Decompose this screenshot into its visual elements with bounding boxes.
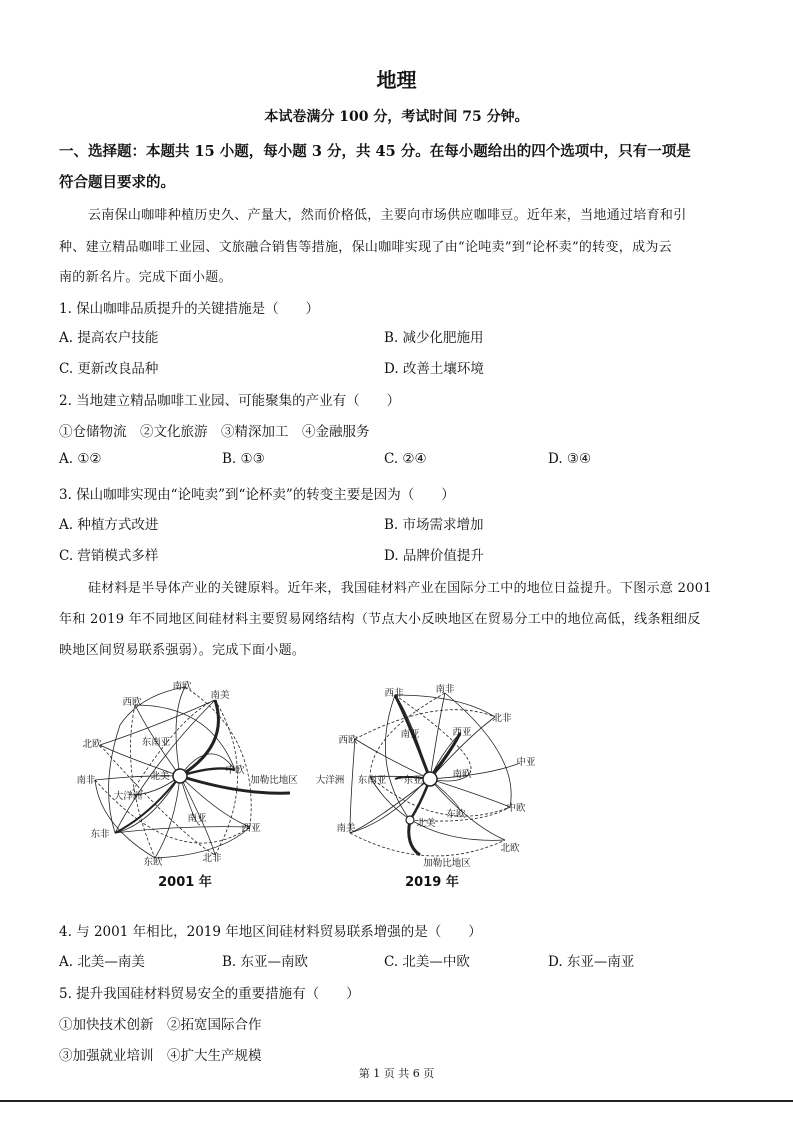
node-2001-中欧: 中欧 — [225, 765, 245, 776]
passage2-line3: 映地区间贸易联系强弱）。完成下面小题。 — [59, 643, 306, 658]
node-2019-西非: 西非 — [384, 688, 404, 699]
question-4-option-b[interactable]: B. 东亚—南欧 — [222, 954, 309, 970]
question-5-items-2: ③加强就业培训 ④扩大生产规模 — [59, 1048, 262, 1064]
section-heading: 一、选择题：本题共 15 小题，每小题 3 分，共 45 分。在每小题给出的四个选项中，只有一项是 — [59, 143, 691, 160]
question-4-option-d[interactable]: D. 东亚—南亚 — [548, 954, 635, 970]
passage1-line3: 南的新名片。完成下面小题。 — [59, 270, 232, 285]
node-2019-东欧: 东欧 — [446, 809, 466, 820]
caption-2019: 2019 年 — [405, 875, 459, 890]
question-4-option-a[interactable]: A. 北美—南美 — [59, 954, 145, 970]
node-2001-加勒比地区: 加勒比地区 — [250, 775, 298, 786]
caption-2001: 2001 年 — [158, 875, 212, 890]
node-2001-北欧: 北欧 — [82, 739, 102, 750]
page-title: 地理 — [376, 68, 417, 92]
passage1-line2: 种、建立精品咖啡工业园、文旅融合销售等措施，保山咖啡实现了由“论吨卖”到“论杯卖”的转变，成为云 — [59, 240, 672, 255]
node-2019-南欧: 南欧 — [452, 769, 472, 780]
question-5-stem: 5. 提升我国硅材料贸易安全的重要措施有（ ） — [59, 986, 360, 1002]
node-2001-东非: 东非 — [90, 829, 110, 840]
bottom-rule — [0, 1100, 793, 1102]
question-1-option-d[interactable]: D. 改善土壤环境 — [384, 361, 484, 377]
node-2019-西欧: 西欧 — [338, 735, 358, 746]
node-2019-大洋洲: 大洋洲 — [315, 775, 345, 786]
question-5-items-1: ①加快技术创新 ②拓宽国际合作 — [59, 1017, 262, 1033]
node-2019-南美: 南美 — [336, 823, 356, 834]
question-1-option-a[interactable]: A. 提高农户技能 — [59, 330, 159, 346]
node-2019-中亚: 中亚 — [516, 757, 536, 768]
node-2019-东亚: 东亚 — [403, 775, 423, 786]
node-2001-南欧: 南欧 — [172, 681, 192, 692]
question-3-option-d[interactable]: D. 品牌价值提升 — [384, 548, 484, 564]
question-3-stem: 3. 保山咖啡实现由“论吨卖”到“论杯卖”的转变主要是因为（ ） — [59, 487, 455, 503]
node-2019-东南亚: 东南亚 — [357, 775, 387, 786]
question-2-option-a[interactable]: A. ①② — [59, 451, 102, 467]
question-3-option-a[interactable]: A. 种植方式改进 — [59, 517, 159, 533]
node-2001-西欧: 西欧 — [122, 697, 142, 708]
question-2-items: ①仓储物流 ②文化旅游 ③精深加工 ④金融服务 — [59, 424, 370, 440]
node-2001-东南亚: 东南亚 — [141, 737, 171, 748]
node-2001-西亚: 西亚 — [241, 823, 261, 834]
node-2001-南美: 南美 — [210, 690, 230, 701]
exam-info: 本试卷满分 100 分，考试时间 75 分钟。 — [264, 109, 529, 125]
question-4-option-c[interactable]: C. 北美—中欧 — [384, 954, 470, 970]
node-2001-北非: 北非 — [202, 853, 222, 864]
question-4-stem: 4. 与 2001 年相比，2019 年地区间硅材料贸易联系增强的是（ ） — [59, 924, 482, 940]
question-1-option-b[interactable]: B. 减少化肥施用 — [384, 330, 484, 346]
node-2019-南非: 南非 — [435, 684, 455, 695]
node-2019-南亚: 南亚 — [400, 729, 420, 740]
node-2019-中欧: 中欧 — [506, 803, 526, 814]
page-footer: 第 1 页 共 6 页 — [358, 1067, 435, 1080]
question-3-option-c[interactable]: C. 营销模式多样 — [59, 548, 159, 564]
trade-network-figure — [60, 675, 560, 895]
passage2-line1: 硅材料是半导体产业的关键原料。近年来，我国硅材料产业在国际分工中的地位日益提升。下图示意 2001 — [88, 581, 712, 596]
question-2-option-d[interactable]: D. ③④ — [548, 451, 592, 467]
passage2-line2: 年和 2019 年不同地区间硅材料主要贸易网络结构（节点大小反映地区在贸易分工中的地位高低，线条粗细反 — [59, 612, 701, 627]
node-2001-南非: 南非 — [76, 775, 96, 786]
question-2-option-b[interactable]: B. ①③ — [222, 451, 265, 467]
node-2019-北美: 北美 — [416, 818, 436, 829]
node-2019-西亚: 西亚 — [452, 727, 472, 738]
question-3-option-b[interactable]: B. 市场需求增加 — [384, 517, 484, 533]
node-2001-东欧: 东欧 — [143, 857, 163, 868]
node-2001-北美: 北美 — [150, 771, 170, 782]
section-heading-cont: 符合题目要求的。 — [59, 174, 175, 191]
node-2001-大洋洲: 大洋洲 — [113, 791, 143, 802]
node-2019-北欧: 北欧 — [500, 843, 520, 854]
passage1-line1: 云南保山咖啡种植历史久、产量大，然而价格低，主要向市场供应咖啡豆。近年来，当地通过培育和引 — [88, 208, 687, 223]
question-2-stem: 2. 当地建立精品咖啡工业园、可能聚集的产业有（ ） — [59, 393, 401, 409]
network-2001 — [95, 687, 290, 858]
node-2019-加勒比地区: 加勒比地区 — [423, 858, 471, 869]
question-2-option-c[interactable]: C. ②④ — [384, 451, 427, 467]
node-2019-北非: 北非 — [492, 713, 512, 724]
question-1-option-c[interactable]: C. 更新改良品种 — [59, 361, 159, 377]
question-1-stem: 1. 保山咖啡品质提升的关键措施是（ ） — [59, 301, 320, 317]
node-2001-南亚: 南亚 — [187, 813, 207, 824]
